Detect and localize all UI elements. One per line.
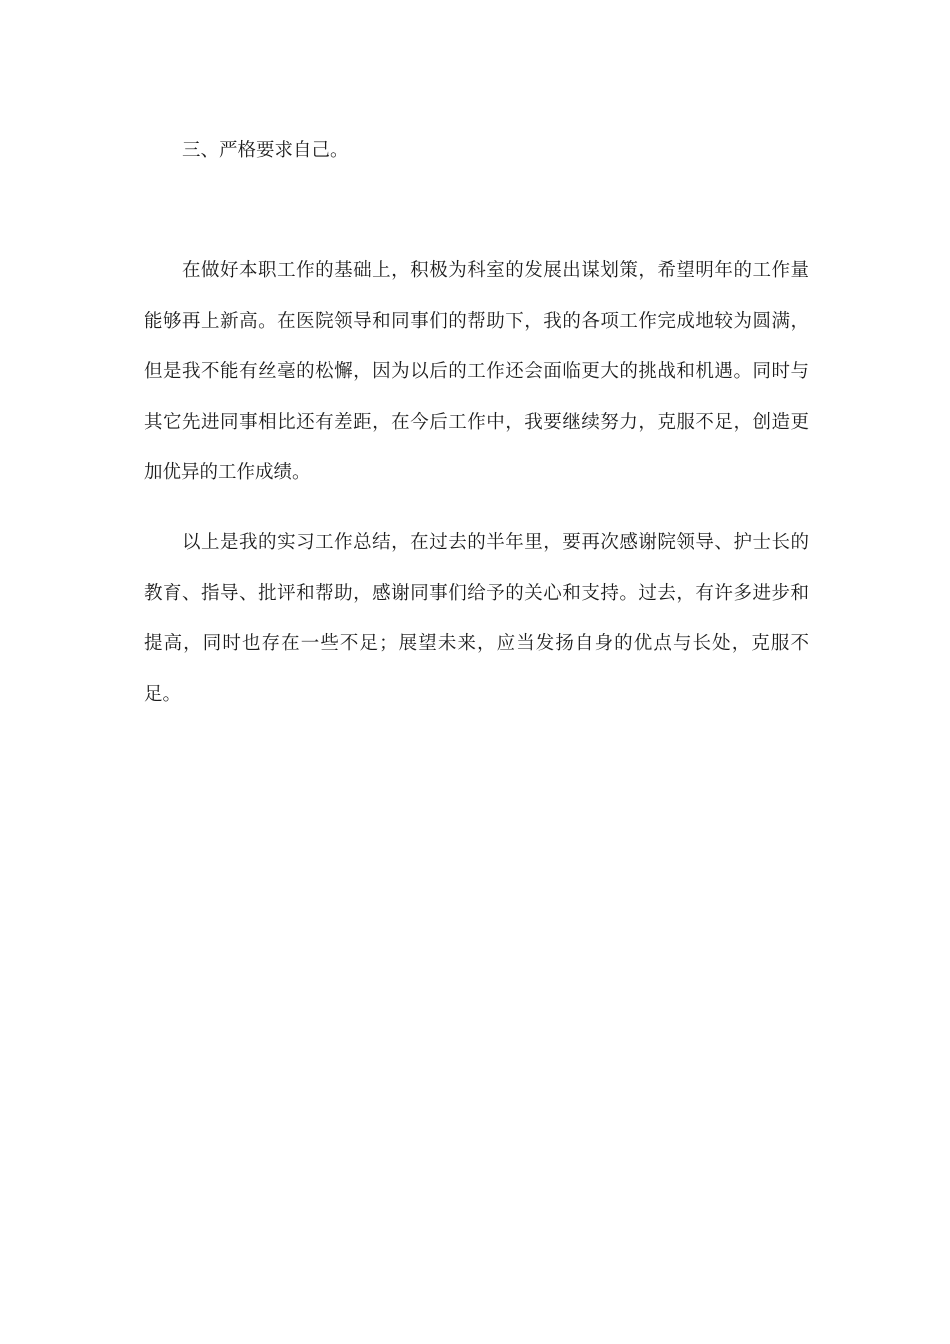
paragraph-2: 以上是我的实习工作总结，在过去的半年里，要再次感谢院领导、护士长的教育、指导、批评和帮助，感谢同事们给予的关心和支持。过去，有许多进步和提高，同时也存在一些不足；展望未来，应当发扬自身的优点与长处，克服不足。 [144,532,809,705]
section-heading: 三、严格要求自己。 [182,140,349,161]
paragraph-1: 在做好本职工作的基础上，积极为科室的发展出谋划策，希望明年的工作量能够再上新高。在医院领导和同事们的帮助下，我的各项工作完成地较为圆满，但是我不能有丝毫的松懈，因为以后的工作还会面临更大的挑战和机遇。同时与其它先进同事相比还有差距，在今后工作中，我要继续努力，克服不足，创造更加优异的工作成绩。 [144,260,809,483]
